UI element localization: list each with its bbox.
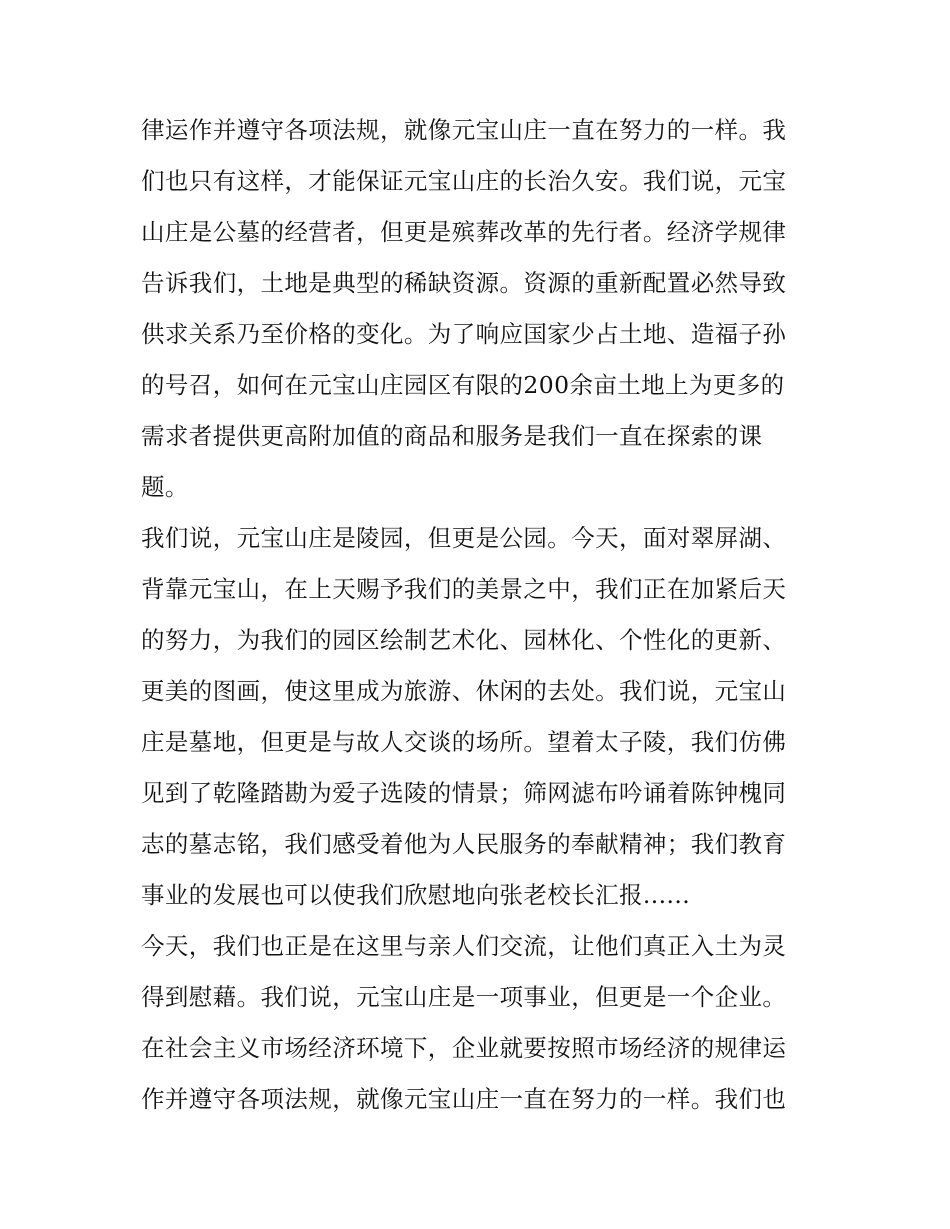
text-line: 背靠元宝山，在上天赐予我们的美景之中，我们正在加紧后天: [141, 575, 787, 603]
text-line: 作并遵守各项法规，就像元宝山庄一直在努力的一样。我们也: [141, 1085, 787, 1113]
text-line: 志的墓志铭，我们感受着他为人民服务的奉献精神；我们教育: [141, 830, 787, 858]
text-line: 今天，我们也正是在这里与亲人们交流，让他们真正入土为灵: [141, 932, 787, 960]
document-body: [141, 112, 821, 1132]
text-line: 告诉我们，土地是典型的稀缺资源。资源的重新配置必然导致: [141, 269, 787, 297]
text-line: 在社会主义市场经济环境下，企业就要按照市场经济的规律运: [141, 1034, 787, 1062]
text-line: 的努力，为我们的园区绘制艺术化、园林化、个性化的更新、: [141, 626, 787, 654]
text-line: 需求者提供更高附加值的商品和服务是我们一直在探索的课: [141, 422, 763, 450]
text-line: 们也只有这样，才能保证元宝山庄的长治久安。我们说，元宝: [141, 167, 787, 195]
text-line: 庄是墓地，但更是与故人交谈的场所。望着太子陵，我们仿佛: [141, 728, 787, 756]
text-line: 得到慰藉。我们说，元宝山庄是一项事业，但更是一个企业。: [141, 983, 787, 1011]
text-line: 事业的发展也可以使我们欣慰地向张老校长汇报......: [141, 881, 691, 909]
text-line: 供求关系乃至价格的变化。为了响应国家少占土地、造福子孙: [141, 320, 787, 348]
text-line: 律运作并遵守各项法规，就像元宝山庄一直在努力的一样。我: [141, 116, 787, 144]
text-line: 见到了乾隆踏勘为爱子选陵的情景；筛网滤布吟诵着陈钟槐同: [141, 779, 787, 807]
text-line: 我们说，元宝山庄是陵园，但更是公园。今天，面对翠屏湖、: [141, 524, 787, 552]
text-line: 题。: [141, 473, 189, 501]
text-line: 山庄是公墓的经营者，但更是殡葬改革的先行者。经济学规律: [141, 218, 787, 246]
text-line: 的号召，如何在元宝山庄园区有限的200余亩土地上为更多的: [141, 371, 785, 399]
text-line: 更美的图画，使这里成为旅游、休闲的去处。我们说，元宝山: [141, 677, 787, 705]
